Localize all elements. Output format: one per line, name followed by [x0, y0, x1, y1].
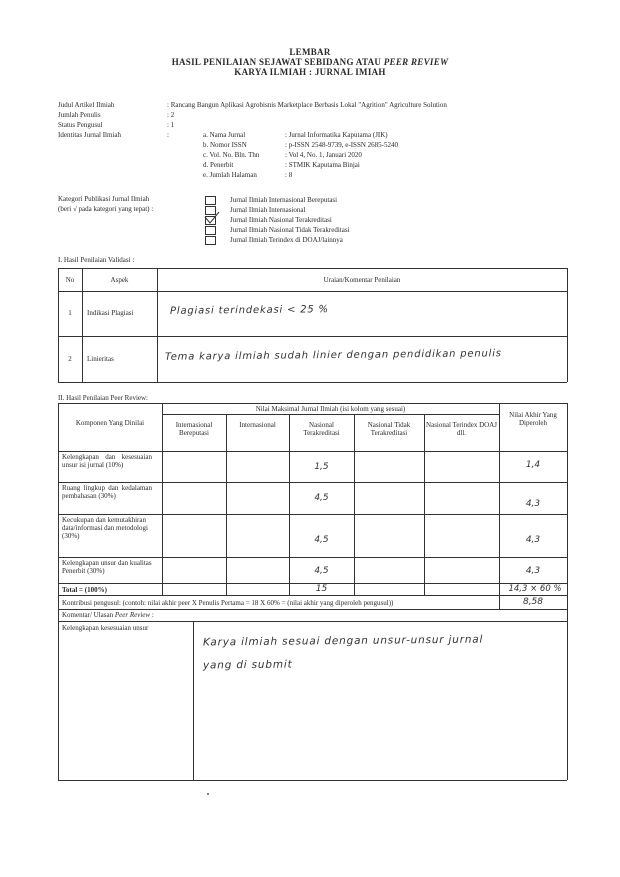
col-header-nilai-maksimal: Nilai Maksimal Jurnal Ilmiah (isi kolom yang sesuai) [255, 405, 406, 413]
komentar-title-prefix: Komentar/ Ulasan [62, 611, 115, 619]
section1-title: I. Hasil Penilaian Validasi : [58, 256, 135, 264]
col-header-no: No [65, 276, 75, 284]
komentar-title [62, 611, 154, 619]
validasi-row-1-no: 1 [68, 309, 72, 317]
kategori-option-2: Jurnal Ilmiah Internasional [230, 206, 306, 214]
page-speck [207, 793, 209, 795]
kategori-label: Kategori Publikasi Jurnal Ilmiah [58, 195, 150, 203]
jurnal-label-nama: a. Nama Jurnal [203, 131, 246, 139]
judul-label: Judul Artikel Ilmiah [58, 101, 115, 109]
col-header-komponen: Komponen Yang Dinilai [75, 419, 145, 427]
jurnal-value-vol: : Vol 4, No. 1, Januari 2020 [285, 151, 362, 159]
kategori-checkbox-1[interactable] [205, 196, 216, 205]
jurnal-value-halaman: : 8 [285, 171, 293, 179]
col-header-nasional-terindex: Nasional Terindex DOAJ dll. [426, 421, 497, 437]
identitas-colon: : [167, 131, 169, 139]
komponen-row-1: Kelengkapan dan kesesuaian unsur isi jurnal (10%) [62, 453, 152, 469]
identitas-label: Identitas Jurnal Ilmiah [58, 131, 121, 139]
komponen-row-2: Ruang lingkup dan kedalaman pembahasan (30%) [62, 484, 152, 500]
doc-title-karya: KARYA ILMIAH : JURNAL IMIAH [234, 67, 386, 77]
maks-row-4: 4,5 [314, 566, 329, 576]
doc-title-peer-review: PEER REVIEW [383, 57, 449, 67]
komentar-title-suffix: : [150, 611, 154, 619]
jurnal-value-nama: : Jurnal Informatika Kaputama (JIK) [285, 131, 388, 139]
akhir-row-3: 4,3 [525, 535, 541, 545]
doc-title-lembar: LEMBAR [289, 47, 331, 57]
total-label: Total = (100%) [62, 586, 107, 594]
komentar-text-line-1: Karya ilmiah sesuai dengan unsur-unsur jurnal [202, 633, 484, 649]
komentar-item-label: Kelengkapan kesesuaian unsur [62, 624, 149, 632]
maks-row-1: 1,5 [314, 462, 329, 472]
col-header-nasional-tidak: Nasional Tidak Terakreditasi [367, 421, 411, 437]
kontribusi-label: Kontribusi pengusul: (contoh: nilai akhir peer X Penulis Pertama = 18 X 60% = (nilai akhir yang diperoleh pengusul)) [62, 599, 394, 607]
doc-title-hasil-text: HASIL PENILAIAN SEJAWAT SEBIDANG ATAU [171, 57, 384, 67]
status-label: Status Pengusul [58, 121, 103, 129]
col-header-uraian: Uraian/Komentar Penilaian [323, 276, 401, 284]
col-header-nilai-akhir: Nilai Akhir Yang Diperoleh [509, 411, 557, 427]
col-header-internasional: Internasional [239, 421, 276, 429]
kontribusi-value: 8,58 [522, 597, 544, 607]
kategori-option-1: Jurnal Ilmiah Internasional Bereputasi [230, 196, 338, 204]
kategori-option-5: Jurnal Ilmiah Terindex di DOAJ/lainnya [230, 236, 343, 244]
total-maks: 15 [315, 584, 328, 594]
judul-value: : Rancang Bangun Aplikasi Agrobisnis Marketplace Berbasis Lokal "Agrition" Agriculture Solution [167, 101, 447, 109]
total-akhir: 14,3 × 60 % [508, 584, 562, 594]
akhir-row-2: 4,3 [525, 499, 541, 509]
section2-title: II. Hasil Penilaian Peer Review: [58, 394, 149, 402]
jurnal-label-halaman: e. Jumlah Halaman [203, 171, 257, 179]
jurnal-label-penerbit: d. Penerbit [203, 161, 234, 169]
col-header-nasional-terakreditasi: Nasional Terakreditasi [303, 421, 340, 437]
maks-row-3: 4,5 [314, 535, 329, 545]
col-header-intl-bereputasi: Internasional Bereputasi [175, 421, 213, 437]
akhir-row-1: 1,4 [525, 460, 541, 470]
akhir-row-4: 4,3 [525, 566, 541, 576]
kategori-hint: (beri √ pada kategori yang tepat) : [58, 205, 154, 213]
kategori-option-4: Jurnal Ilmiah Nasional Tidak Terakreditasi [230, 226, 350, 234]
status-value: : 1 [167, 121, 175, 129]
validasi-row-2-aspek: Linieritas [87, 355, 114, 363]
checkmark-icon [204, 211, 220, 225]
kategori-checkbox-4[interactable] [205, 226, 216, 235]
validasi-row-2-no: 2 [68, 355, 72, 363]
validasi-row-1-aspek: Indikasi Plagiasi [87, 309, 134, 317]
komponen-row-3: Kecukupan dan kemutakhiran data/informasi dan metodologi (30%) [62, 516, 148, 540]
maks-row-2: 4,5 [314, 493, 329, 503]
kategori-option-3: Jurnal Ilmiah Nasional Terakreditasi [230, 216, 332, 224]
jurnal-value-penerbit: : STMIK Kaputama Binjai [285, 161, 360, 169]
jurnal-label-vol: c. Vol. No. Bln. Thn [203, 151, 260, 159]
jurnal-label-issn: b. Nomor ISSN [203, 141, 247, 149]
penulis-label: Jumlah Penulis [58, 111, 101, 119]
penulis-value: : 2 [167, 111, 175, 119]
komponen-row-4: Kelengkapan unsur dan kualitas Penerbit (30%) [62, 559, 152, 575]
kategori-checkbox-5[interactable] [205, 236, 216, 245]
doc-title-hasil [0, 57, 620, 67]
jurnal-value-issn: : p-ISSN 2548-9739, e-ISSN 2685-5240 [285, 141, 398, 149]
validasi-row-2-komentar: Tema karya ilmiah sudah linier dengan pendidikan penulis [164, 348, 502, 363]
komentar-title-peer-review: Peer Review [114, 611, 151, 619]
komentar-text-line-2: yang di submit [202, 658, 293, 672]
kategori-checkbox-3[interactable] [205, 216, 216, 225]
col-header-aspek: Aspek [110, 276, 129, 284]
validasi-row-1-komentar: Plagiasi terindekasi < 25 % [169, 304, 329, 317]
